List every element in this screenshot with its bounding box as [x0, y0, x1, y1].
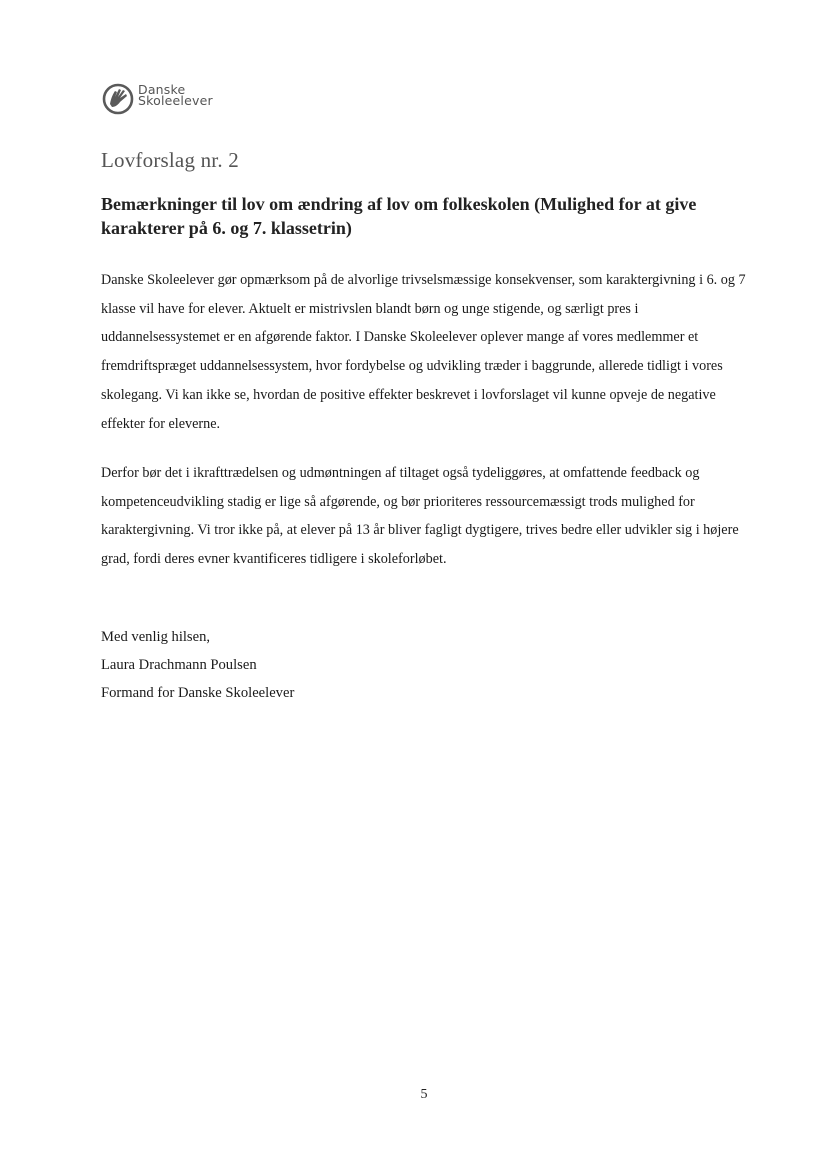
signature-block [101, 623, 294, 707]
body-paragraph-1: Danske Skoleelever gør opmærksom på de alvorlige trivselsmæssige konsekvenser, som karaktergivning i 6. og 7 klasse vil have for elever. Aktuelt er mistrivslen blandt børn og unge stigende, og særligt pres i uddannelsessystemet er en afgørende faktor. I Danske Skoleelever oplever mange af vores medlemmer et fremdriftspræget uddannelsessystem, hvor fordybelse og udvikling træder i baggrunde, allerede tidligt i vores skolegang. Vi kan ikke se, hvordan de positive effekter beskrevet i lovforslaget vil kunne opveje de negative effekter for eleverne. [101, 272, 746, 432]
body-paragraph-2: Derfor bør det i ikrafttrædelsen og udmøntningen af tiltaget også tydeliggøres, at omfattende feedback og kompetenceudvikling stadig er lige så afgørende, og bør prioriteres ressourcemæssigt trods mulighed for karaktergivning. Vi tror ikke på, at elever på 13 år bliver fagligt dygtigere, trives bedre eller udvikler sig i højere grad, fordi deres evner kvantificeres tidligere i skoleforløbet. [101, 465, 739, 568]
closing-greeting: Med venlig hilsen, [101, 629, 211, 645]
logo-wordmark [138, 84, 213, 106]
organization-logo [102, 82, 262, 116]
logo-line-1: Danske [138, 82, 186, 97]
signatory-role: Formand for Danske Skoleelever [101, 685, 295, 701]
document-title: Lovforslag nr. 2 [101, 148, 239, 172]
logo-line-2: Skoleelever [138, 93, 213, 108]
hand-logo-icon [102, 82, 136, 116]
document-subtitle: Bemærkninger til lov om ændring af lov om folkeskolen (Mulighed for at give karakterer på 6. og 7. klassetrin) [101, 194, 697, 238]
signatory-name: Laura Drachmann Poulsen [101, 657, 257, 673]
page-number: 5 [420, 1087, 428, 1102]
